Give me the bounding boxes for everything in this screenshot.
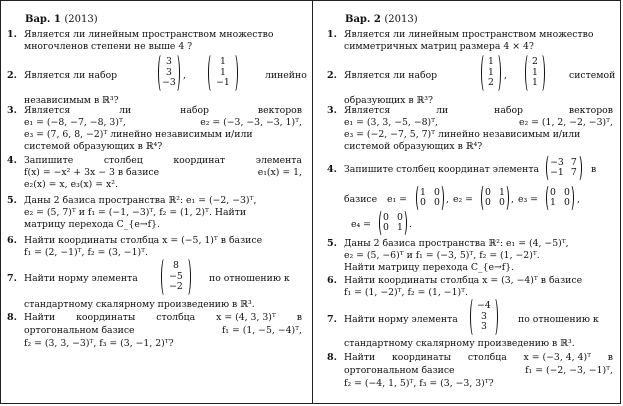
task-3-line-2: e₁ = (3, 3, −5, −8)ᵀ, e₂ = (1, 2, −2, −3)ᵀ, — [344, 117, 613, 128]
variant-title: Вар. 1 — [25, 14, 61, 25]
task-8-line-1: Найти координаты столбца x = (−3, 4, 4)ᵀ в — [344, 352, 613, 363]
task-4-text-b: в — [591, 164, 597, 175]
task-number: 6. — [7, 235, 17, 246]
task-8-line-3: f₂ = (3, 3, −3)ᵀ, f₃ = (3, −1, 2)ᵀ? — [24, 338, 174, 349]
task-4-basis-label: базисе — [344, 194, 378, 205]
task-5-line-1: Даны 2 базиса пространства ℝ²: e₁ = (−2, −3)ᵀ, — [24, 195, 257, 206]
task-2-text-a: Является ли набор — [24, 70, 118, 81]
e1-label: e₁ = — [387, 194, 407, 205]
task-7-line-2: стандартному скалярному произведению в ℝ³. — [344, 338, 575, 349]
task-number: 2. — [327, 70, 337, 81]
task-6-line-2: f₁ = (2, −1)ᵀ, f₂ = (3, −1)ᵀ. — [24, 247, 148, 258]
task-7-text-a: Найти норму элемента — [344, 314, 458, 325]
task-7-vector: −4 3 3 — [470, 297, 498, 337]
task-8-line-1: Найти координаты столбца x = (4, 3, 3)ᵀ в — [24, 312, 302, 323]
task-3-line-1: Является ли набор векторов — [24, 105, 302, 116]
task-1-line-1: Является ли линейным пространством множество — [344, 29, 594, 40]
task-4-line-2: f(x) = −x² + 3x − 3 в базисе e₁(x) = 1, — [24, 167, 302, 178]
task-6-line-1: Найти координаты столбца x = (−5, 1)ᵀ в базисе — [24, 235, 263, 246]
task-number: 1. — [7, 29, 17, 40]
e2-label: e₂ = — [453, 194, 473, 205]
task-8-line-3: f₂ = (−4, 1, 5)ᵀ, f₃ = (3, −3, 3)ᵀ? — [344, 378, 494, 389]
e4-label: e₄ = — [351, 219, 371, 230]
task-number: 8. — [327, 352, 337, 363]
task-7-text-b: по отношению к — [518, 314, 599, 325]
variant-2-column: Вар. 2 (2013) 1. Является ли линейным пространством множество симметричных матриц размера 4 × 4? 2. Является ли набор 1 1 2 , 2 1 1 системой образующих в ℝ³? 3. Является ли набор векторов e₁ = (3, 3, −5, −8)ᵀ, e₂ = (1, 2, −2, −3)ᵀ, e₃ = (−2, −7, 5, 7)ᵀ линейно независимым и/или системой образующих в ℝ⁴? 4. Запишите столбец координат элемента −3 7 −1 7 в базисе e₁ = 1 0 0 0 , e₂ = 0 1 0 0 , e₃ = 0 0 1 0 , e₄ = 0 0 0 1 . 5. Даны 2 базиса пространства ℝ²: e₁ = (4, −5)ᵀ, e₂ = (5, −6)ᵀ и f₁ = (−3, 5)ᵀ, f₂ = (1, −2)ᵀ. Найти матрицу перехода C_{e→f}. 6. Найти координаты столбца x = (3, −4)ᵀ в базисе f₁ = (1, −2)ᵀ, f₂ = (1, −1)ᵀ. 7. Найти норму элемента −4 3 3 по отношению к стандартному скалярному произведению в ℝ³. 8. Найти координаты столбца x = (−3, 4, 4)ᵀ в ортогональном базисе f₁ = (−2, −3, −1)ᵀ, f₂ = (−4, 1, 5)ᵀ, f₃ = (3, −3, 3)ᵀ? — [327, 14, 616, 389]
task-3-line-4: системой образующих в ℝ⁴? — [344, 141, 483, 152]
task-2-vector-1: 3 3 −3 — [158, 53, 180, 93]
task-6-line-2: f₁ = (1, −2)ᵀ, f₂ = (1, −1)ᵀ. — [344, 287, 468, 298]
task-number: 1. — [327, 29, 337, 40]
task-2-vector-2: 1 1 −1 — [208, 53, 238, 93]
task-4-text-a: Запишите столбец координат элемента — [344, 164, 539, 175]
task-4-matrix: −3 7 −1 7 — [546, 154, 582, 182]
variant-1-heading — [25, 14, 98, 25]
task-4-line-3: e₂(x) = x, e₃(x) = x². — [24, 179, 118, 190]
variant-1-column: Вар. 1 (2013) 1. Является ли линейным пространством множество многочленов степени не выше 4 ? 2. Является ли набор 3 3 −3 , 1 1 −1 линейно независимым в ℝ³? 3. Является ли набор векторов e₁ = (−8, −7, −8, 3)ᵀ, e₂ = (−3, −3, −3, 1)ᵀ, e₃ = (7, 6, 8, −2)ᵀ линейно независимым и/или системой образующих в ℝ⁴? 4. Запишите столбец координат элемента f(x) = −x² + 3x − 3 в базисе e₁(x) = 1, e₂(x) = x, e₃(x) = x². 5. Даны 2 базиса пространства ℝ²: e₁ = (−2, −3)ᵀ, e₂ = (5, 7)ᵀ и f₁ = (−1, −3)ᵀ, f₂ = (1, 2)ᵀ. Найти матрицу перехода C_{e→f}. 6. Найти координаты столбца x = (−5, 1)ᵀ в базисе f₁ = (2, −1)ᵀ, f₂ = (3, −1)ᵀ. 7. Найти норму элемента 8 −5 −2 по отношению к стандартному скалярному произведению в ℝ³. 8. Найти координаты столбца x = (4, 3, 3)ᵀ в ортогональном базисе f₁ = (1, −5, −4)ᵀ, f₂ = (3, 3, −3)ᵀ, f₃ = (3, −1, 2)ᵀ? — [7, 14, 307, 349]
task-3-line-4: системой образующих в ℝ⁴? — [24, 141, 163, 152]
task-8-line-2: ортогональном базисе f₁ = (−2, −3, −1)ᵀ, — [344, 365, 613, 376]
task-number: 6. — [327, 275, 337, 286]
task-number: 7. — [7, 273, 17, 284]
task-7-text-a: Найти норму элемента — [24, 273, 138, 284]
basis-matrix-e3: 0 0 1 0 — [546, 184, 574, 212]
task-number: 4. — [327, 164, 337, 175]
task-2-text-b: линейно — [265, 70, 307, 81]
task-3-line-2: e₁ = (−8, −7, −8, 3)ᵀ, e₂ = (−3, −3, −3, 1)ᵀ, — [24, 117, 302, 128]
task-2-line-2: независимым в ℝ³? — [24, 95, 119, 106]
task-number: 5. — [7, 195, 17, 206]
task-3-line-3: e₃ = (−2, −7, 5, 7)ᵀ линейно независимым и/или — [344, 129, 581, 140]
task-2-vector-1: 1 1 2 — [481, 53, 501, 93]
task-number: 4. — [7, 155, 17, 166]
variant-year: (2013) — [64, 14, 98, 25]
task-7-text-b: по отношению к — [209, 273, 290, 284]
task-2-text-b: системой — [569, 70, 616, 81]
task-6-line-1: Найти координаты столбца x = (3, −4)ᵀ в базисе — [344, 275, 583, 286]
basis-matrix-e2: 0 1 0 0 — [481, 184, 509, 212]
task-number: 5. — [327, 238, 337, 249]
task-5-line-2: e₂ = (5, −6)ᵀ и f₁ = (−3, 5)ᵀ, f₂ = (1, −2)ᵀ. — [344, 250, 540, 261]
task-1-line-2: симметричных матриц размера 4 × 4? — [344, 41, 534, 52]
task-5-line-3: Найти матрицу перехода C_{e→f}. — [344, 262, 515, 273]
task-7-line-2: стандартному скалярному произведению в ℝ³. — [24, 299, 255, 310]
task-5-line-1: Даны 2 базиса пространства ℝ²: e₁ = (4, −5)ᵀ, — [344, 238, 569, 249]
task-5-line-3: матрицу перехода C_{e→f}. — [24, 219, 160, 230]
task-number: 3. — [7, 105, 17, 116]
task-number: 8. — [7, 312, 17, 323]
variant-title: Вар. 2 — [345, 14, 381, 25]
task-2-line-2: образующих в ℝ³? — [344, 95, 433, 106]
task-1-line-2: многочленов степени не выше 4 ? — [24, 41, 193, 52]
e3-label: e₃ = — [518, 194, 538, 205]
task-3-line-1: Является ли набор векторов — [344, 105, 613, 116]
task-number: 2. — [7, 70, 17, 81]
variant-2-heading — [345, 14, 418, 25]
task-5-line-2: e₂ = (5, 7)ᵀ и f₁ = (−1, −3)ᵀ, f₂ = (1, 2)ᵀ. Найти — [24, 207, 247, 218]
basis-matrix-e4: 0 0 0 1 — [379, 209, 407, 237]
basis-matrix-e1: 1 0 0 0 — [416, 184, 444, 212]
task-3-line-3: e₃ = (7, 6, 8, −2)ᵀ линейно независимым и/или — [24, 129, 253, 140]
task-number: 7. — [327, 314, 337, 325]
task-2-vector-2: 2 1 1 — [525, 53, 545, 93]
task-7-vector: 8 −5 −2 — [161, 257, 191, 297]
task-number: 3. — [327, 105, 337, 116]
task-4-line-1: Запишите столбец координат элемента — [24, 155, 302, 166]
task-8-line-2: ортогональном базисе f₁ = (1, −5, −4)ᵀ, — [24, 325, 302, 336]
task-1-line-1: Является ли линейным пространством множество — [24, 29, 274, 40]
variant-year: (2013) — [384, 14, 418, 25]
task-2-text-a: Является ли набор — [344, 70, 438, 81]
column-divider — [312, 1, 313, 403]
